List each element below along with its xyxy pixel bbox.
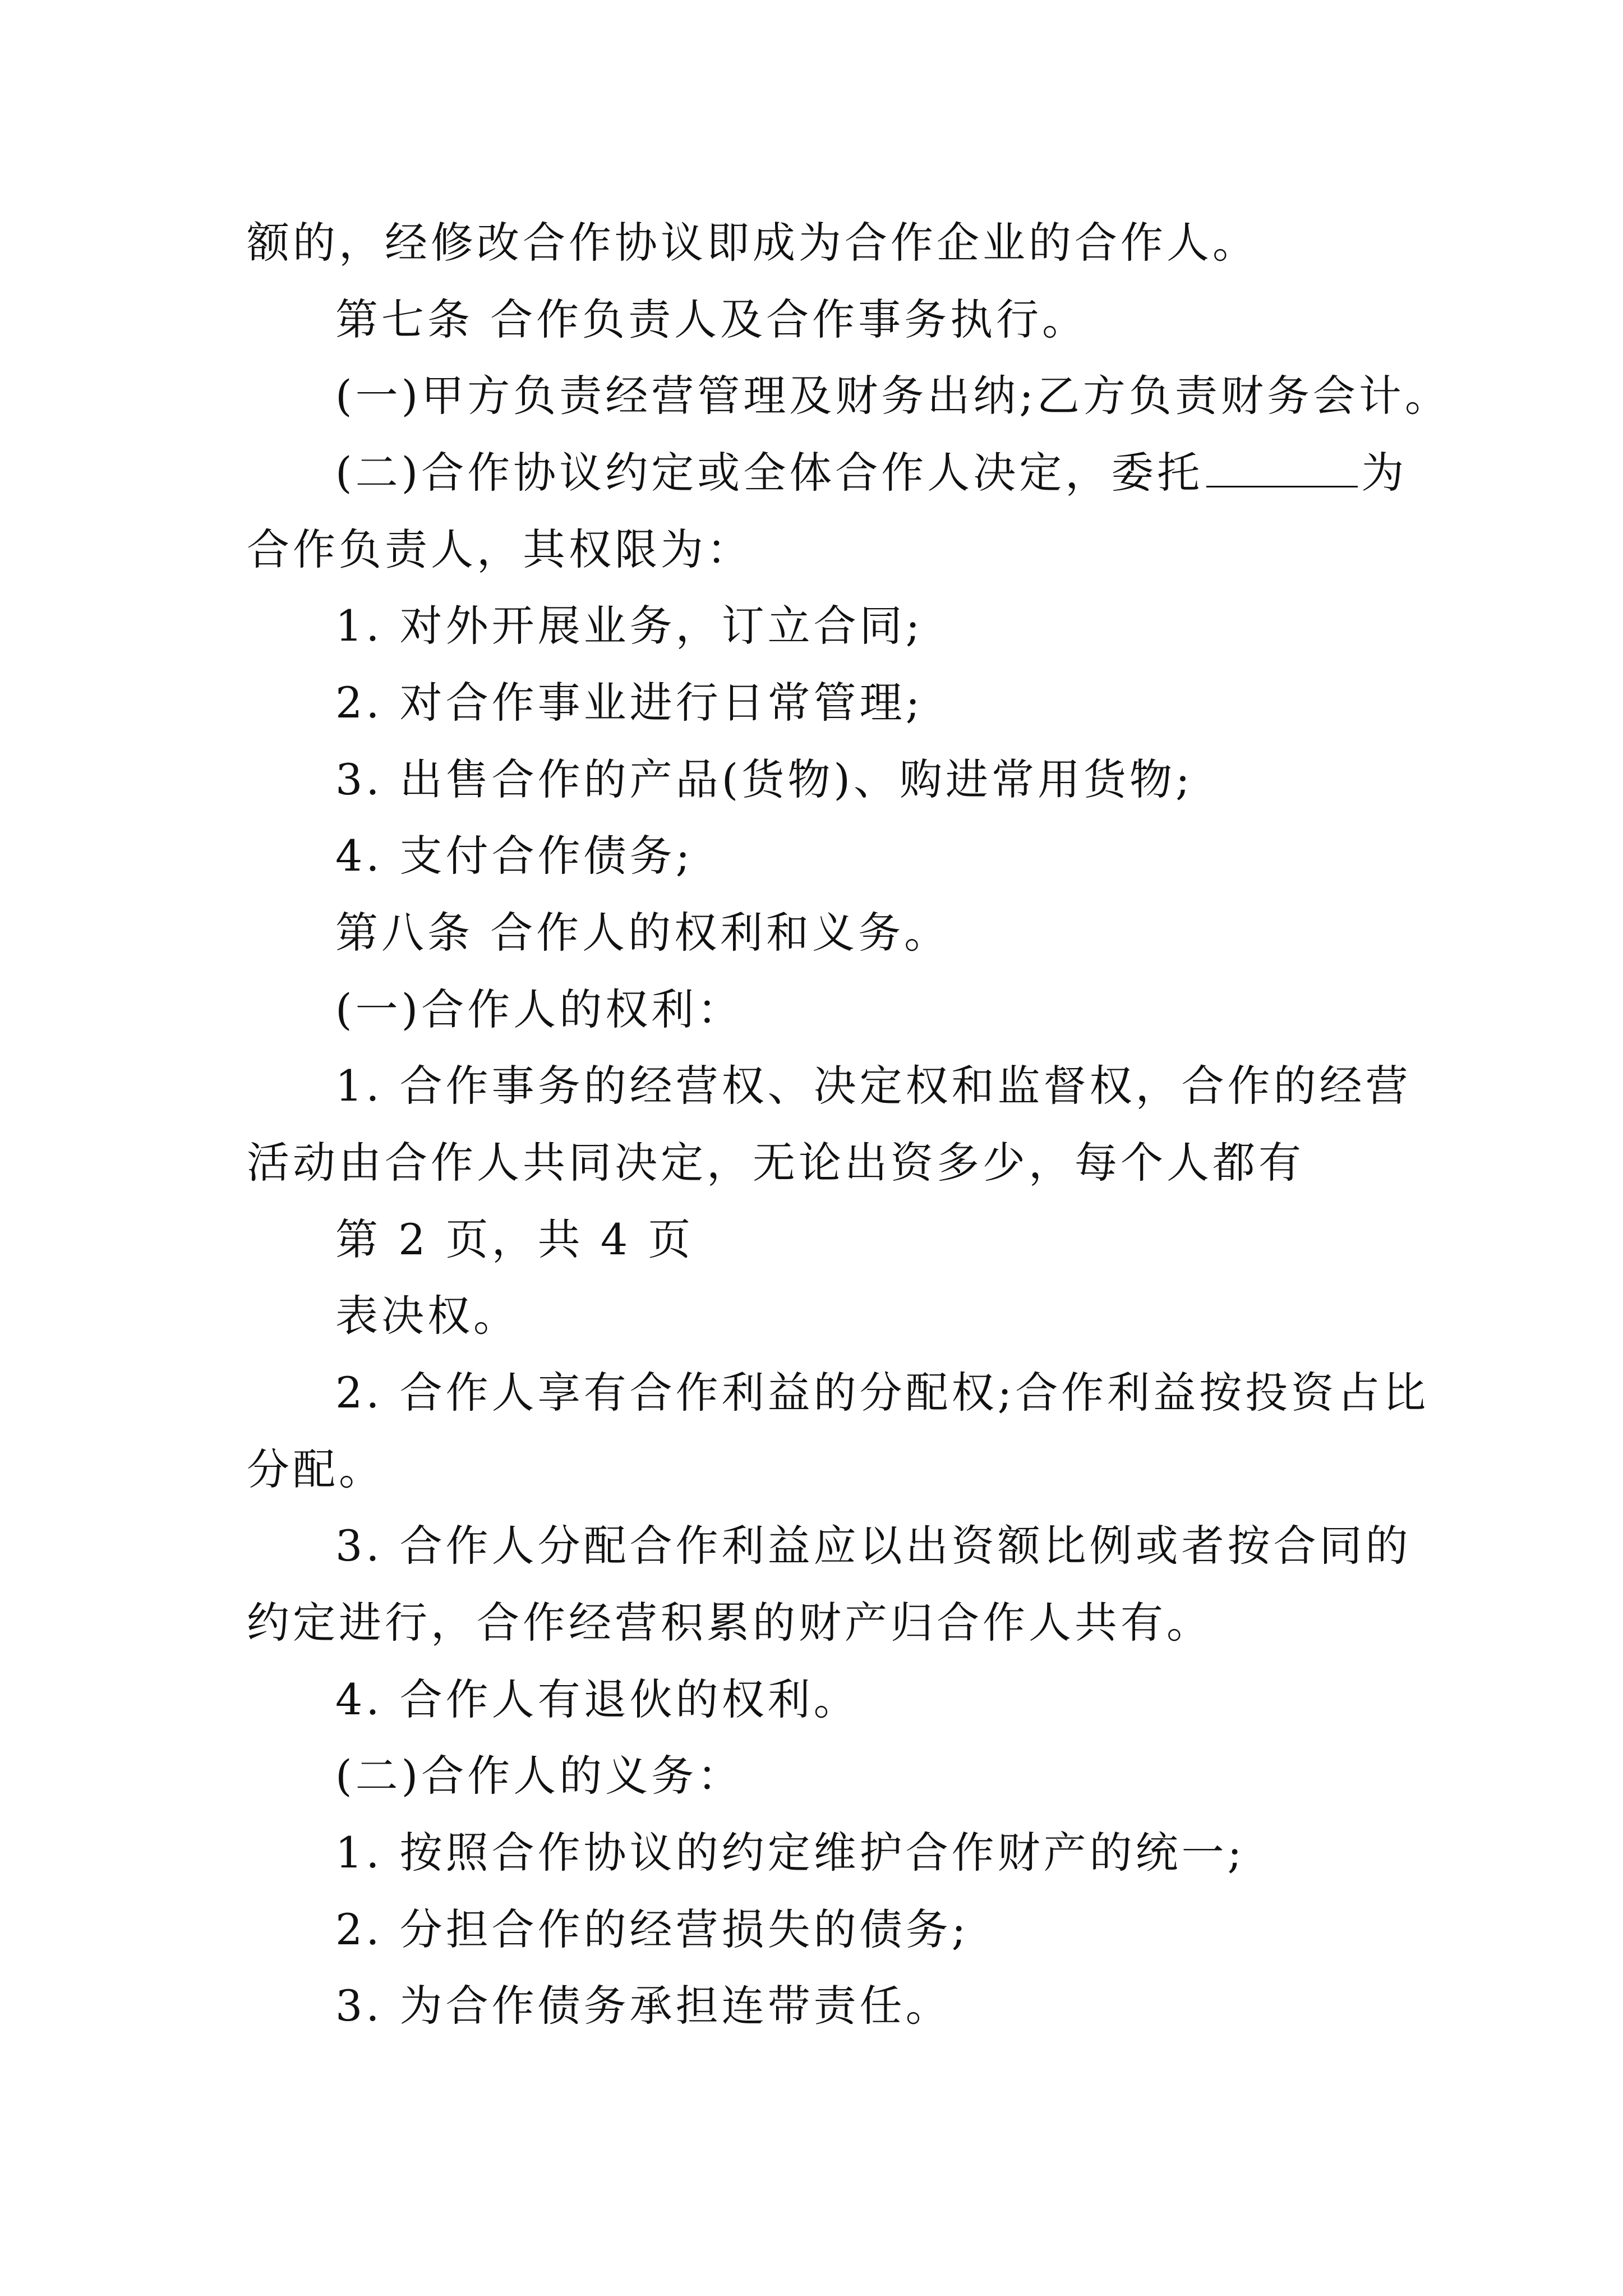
section-heading: (一)合作人的权利： bbox=[335, 984, 744, 1034]
list-item: 4. 合作人有退伙的权利。 bbox=[335, 1674, 860, 1724]
list-item: 1. 按照合作协议的约定维护合作财产的统一; bbox=[335, 1828, 1246, 1878]
list-item: 3. 为合作债务承担连带责任。 bbox=[335, 1981, 952, 2031]
section-heading: (二)合作人的义务： bbox=[335, 1751, 744, 1801]
list-item: 1. 合作事务的经营权、决定权和监督权，合作的经营 bbox=[335, 1061, 1412, 1111]
page-number: 第 2 页，共 4 页 bbox=[335, 1214, 694, 1264]
article-heading-8: 第八条 合作人的权利和义务。 bbox=[335, 908, 951, 958]
list-item: 2. 合作人享有合作利益的分配权;合作利益按投资占比 bbox=[335, 1368, 1430, 1418]
paragraph-line: 约定进行，合作经营积累的财产归合作人共有。 bbox=[247, 1598, 1212, 1648]
list-item: 3. 出售合作的产品(货物)、购进常用货物; bbox=[335, 754, 1193, 804]
paragraph-line: 表决权。 bbox=[335, 1291, 519, 1341]
paragraph-line: 额的，经修改合作协议即成为合作企业的合作人。 bbox=[247, 218, 1258, 268]
list-item: 2. 分担合作的经营损失的债务; bbox=[335, 1904, 970, 1954]
fill-in-blank bbox=[1206, 447, 1358, 487]
list-item: 4. 支付合作债务; bbox=[335, 831, 694, 881]
list-item: 2. 对合作事业进行日常管理; bbox=[335, 678, 924, 728]
paragraph-line: (一)甲方负责经营管理及财务出纳;乙方负责财务会计。 bbox=[335, 371, 1451, 421]
list-item: 3. 合作人分配合作利益应以出资额比例或者按合同的 bbox=[335, 1521, 1412, 1571]
article-heading-7: 第七条 合作负责人及合作事务执行。 bbox=[335, 295, 1089, 344]
blank-line-after: 为 bbox=[1361, 448, 1408, 498]
list-item: 1. 对外开展业务，订立合同; bbox=[335, 601, 924, 651]
paragraph-line: 活动由合作人共同决定，无论出资多少，每个人都有 bbox=[247, 1138, 1304, 1188]
paragraph-line-with-blank bbox=[335, 446, 1407, 500]
paragraph-line: 分配。 bbox=[247, 1444, 385, 1494]
paragraph-line: 合作负责人，其权限为： bbox=[247, 524, 753, 574]
blank-line-before: (二)合作协议约定或全体合作人决定，委托 bbox=[335, 448, 1204, 498]
